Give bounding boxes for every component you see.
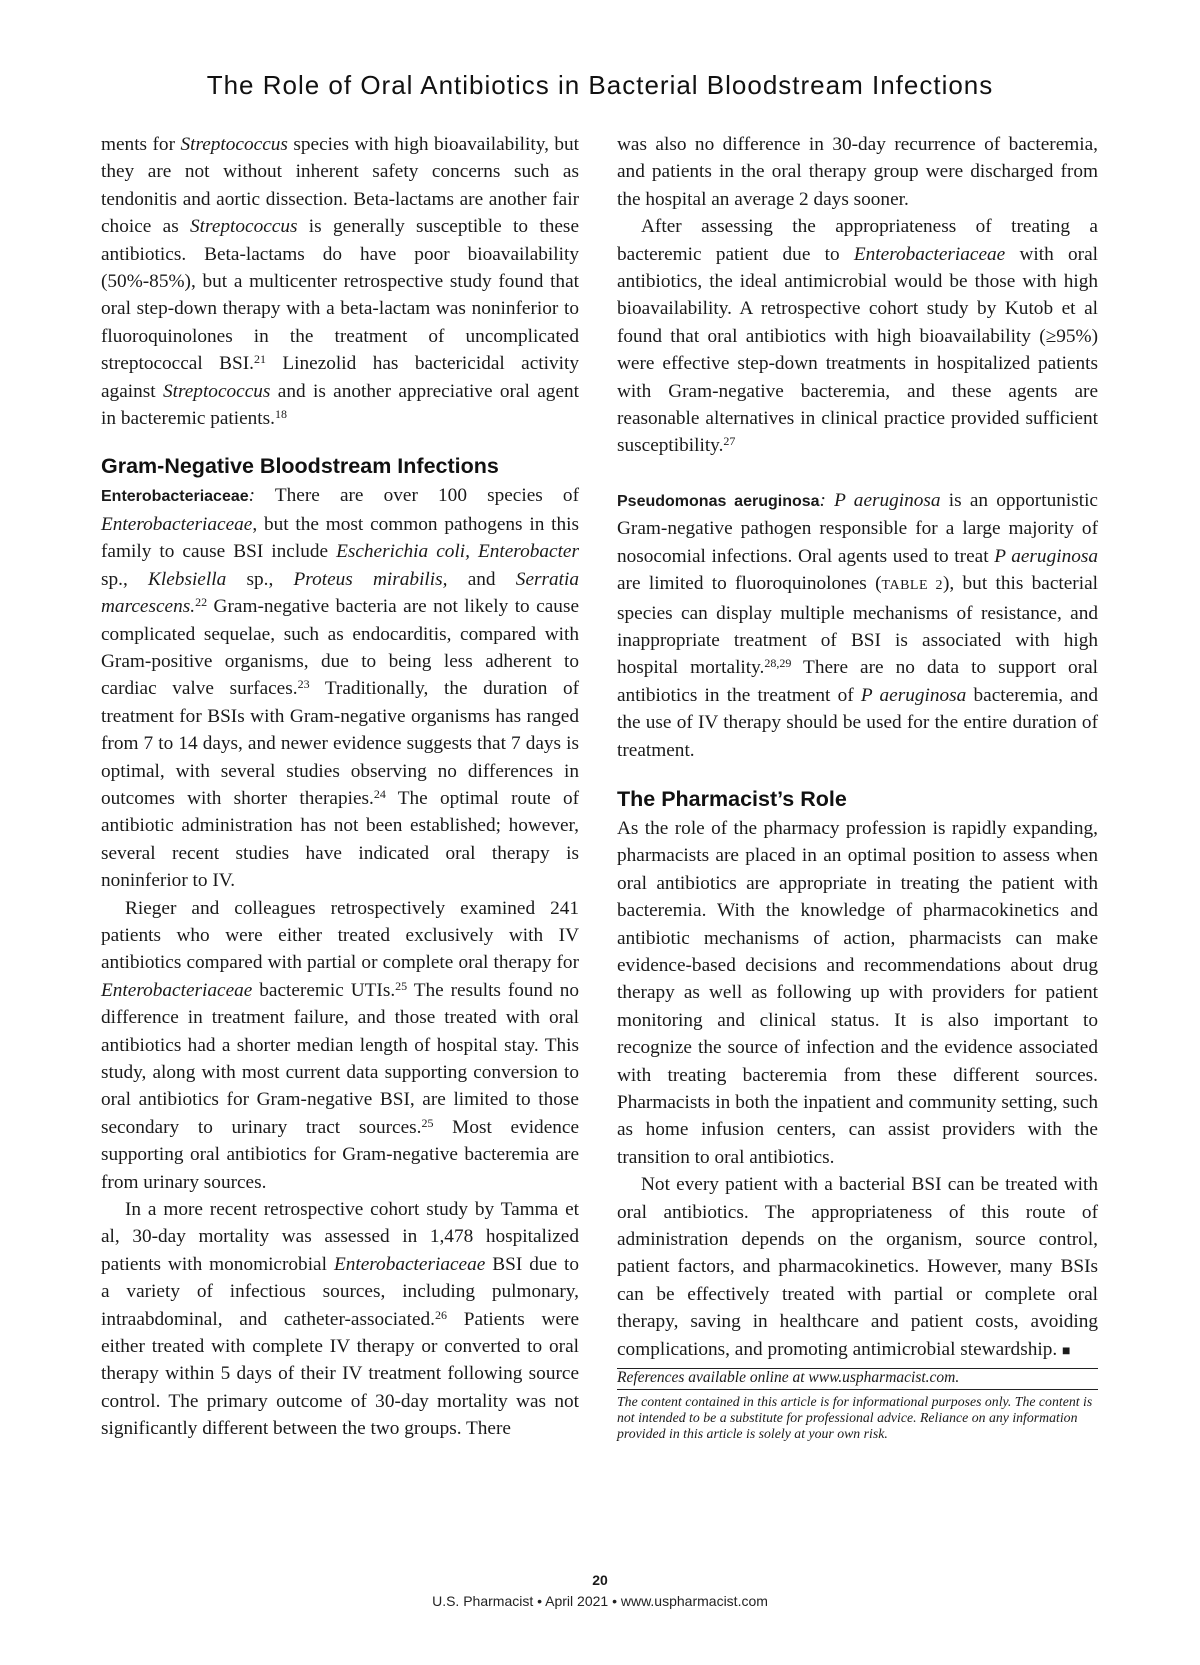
paragraph: Pseudomonas aeruginosa: P aeruginosa is an opportunistic Gram-negative pathogen responsible for a large majority of nosocomial infections. Oral agents used to treat P aeruginosa are limited to fluoroquinolones (TABLE 2), but this bacterial species can display multiple mechanisms of resistance, and inappropriate treatment of BSI is associated with high hospital mortality.$^{28,29}$ There are no data to support oral antibiotics in the treatment of P aeruginosa bacteremia, and the use of IV therapy should be used for the entire duration of treatment.: [617, 489, 1099, 761]
citation: 27: [723, 434, 736, 449]
section-heading-gram-negative: Gram-Negative Bloodstream Infections: [101, 454, 499, 479]
paragraph: Rieger and colleagues retrospectively examined 241 patients who were either treated exclusively with IV antibiotics compared with partial or complete oral therapy for Enterobacteriaceae bacteremic UTIs.$^{25}$ The results found no difference in treatment failure, and those treated with oral antibiotics had a shorter median length of hospital stay. This study, along with most current data supporting conversion to oral antibiotics for Gram-negative BSI, are limited to those secondary to urinary tract sources.$^{25}$ Most evidence supporting oral antibiotics for Gram-negative bacteremia are from urinary sources.: [101, 897, 580, 1193]
disclaimer: The content contained in this article is for informational purposes only. The content is not intended to be a substitute for professional advice. Reliance on any information provided in this article is solely at your own risk.: [617, 1394, 1093, 1442]
section-heading-pharmacist-role: The Pharmacist’s Role: [617, 786, 847, 811]
divider: [617, 1389, 1098, 1390]
paragraph: In a more recent retrospective cohort study by Tamma et al, 30-day mortality was assessed in 1,478 hospitalized patients with monomicrobial Enterobacteriaceae BSI due to a variety of infectious sources, including pulmonary, intraabdominal, and catheter-associated.$^{26}$ Patients were either treated with complete IV therapy or converted to oral therapy within 5 days of their IV treatment following source control. The primary outcome of 30-day mortality was not significantly different between the two groups. There: [101, 1199, 579, 1440]
citation: 28,29: [764, 656, 792, 671]
footer-publication: U.S. Pharmacist • April 2021 • www.uspharmacist.com: [432, 1593, 768, 1609]
subsection-lead: Enterobacteriaceae: [101, 488, 249, 506]
right-column: [617, 131, 1098, 1442]
citation: 26: [434, 1307, 447, 1322]
references-note: References available online at www.uspharmacist.com.: [617, 1369, 960, 1387]
page-title: The Role of Oral Antibiotics in Bacterial Bloodstream Infections: [206, 70, 994, 100]
paragraph: was also no difference in 30-day recurrence of bacteremia, and patients in the oral therapy group were discharged from the hospital an average 2 days sooner.: [617, 134, 1098, 210]
table-reference: TABLE 2: [881, 578, 943, 594]
paragraph: Not every patient with a bacterial BSI can be treated with oral antibiotics. The appropriateness of this route of administration depends on the organism, source control, patient factors, and pharmacokinetics. However, many BSIs can be effectively treated with partial or complete oral therapy, saving in healthcare and patient costs, avoiding complications, and promoting antimicrobial stewardship. ■: [617, 1174, 1098, 1360]
citation: 23: [297, 677, 310, 692]
page-number: 20: [592, 1572, 608, 1588]
paragraph: ments for Streptococcus species with high bioavailability, but they are not without inherent safety concerns such as tendonitis and aortic dissection. Beta-lactams are another fair choice as Streptococcus is generally susceptible to these antibiotics. Beta-lactams do have poor bioavailability (50%-85%), but a multicenter retrospective study found that oral step-down therapy with a beta-lactam was noninferior to fluoroquinolones in the treatment of uncomplicated streptococcal BSI.$^{21}$ Linezolid has bactericidal activity against Streptococcus and is another appreciative oral agent in bacteremic patients.$^{18}$: [101, 134, 579, 430]
subsection-lead: Pseudomonas aeruginosa: [617, 492, 820, 510]
left-column: [101, 131, 579, 1443]
citation: 25: [395, 978, 408, 993]
citation: 25: [421, 1115, 434, 1130]
paragraph: After assessing the appropriateness of treating a bacteremic patient due to Enterobacteriaceae with oral antibiotics, the ideal antimicrobial would be those with high bioavailability. A retrospective cohort study by Kutob et al found that oral antibiotics with high bioavailability (≥95%) were effective step-down treatments in hospitalized patients with Gram-negative bacteremia, and these agents are reasonable alternatives in clinical practice provided sufficient susceptibility.$^{27}$: [617, 216, 1098, 457]
citation: 18: [275, 407, 287, 422]
end-of-article-icon: ■: [1062, 1343, 1071, 1359]
paragraph: Enterobacteriaceae: There are over 100 species of Enterobacteriaceae, but the most common pathogens in this family to cause BSI include Escherichia coli, Enterobacter sp., Klebsiella sp., Proteus mirabilis, and Serratia marcescens.$^{22}$ Gram-negative bacteria are not likely to cause complicated sequelae, such as endocarditis, compared with Gram-positive organisms, due to being less adherent to cardiac valve surfaces.$^{23}$ Traditionally, the duration of treatment for BSIs with Gram-negative organisms has ranged from 7 to 14 days, and newer evidence suggests that 7 days is optimal, with several studies observing no differences in outcomes with shorter therapies.$^{24}$ The optimal route of antibiotic administration has not been established; however, several recent studies have indicated oral therapy is noninferior to IV.: [101, 485, 580, 892]
citation: 22: [195, 595, 208, 610]
citation: 21: [253, 352, 266, 367]
paragraph: As the role of the pharmacy profession is rapidly expanding, pharmacists are placed in an optimal position to assess when oral antibiotics are appropriate in treating the patient with bacteremia. With the knowledge of pharmacokinetics and antibiotic mechanisms of action, pharmacists can make evidence-based decisions and recommendations about drug therapy as well as following up with providers for patient monitoring and clinical status. It is also important to recognize the source of infection and the evidence associated with treating bacteremia from these different sources. Pharmacists in both the inpatient and community setting, such as home infusion centers, can assist providers with the transition to oral antibiotics.: [617, 817, 1098, 1168]
citation: 24: [373, 786, 386, 801]
